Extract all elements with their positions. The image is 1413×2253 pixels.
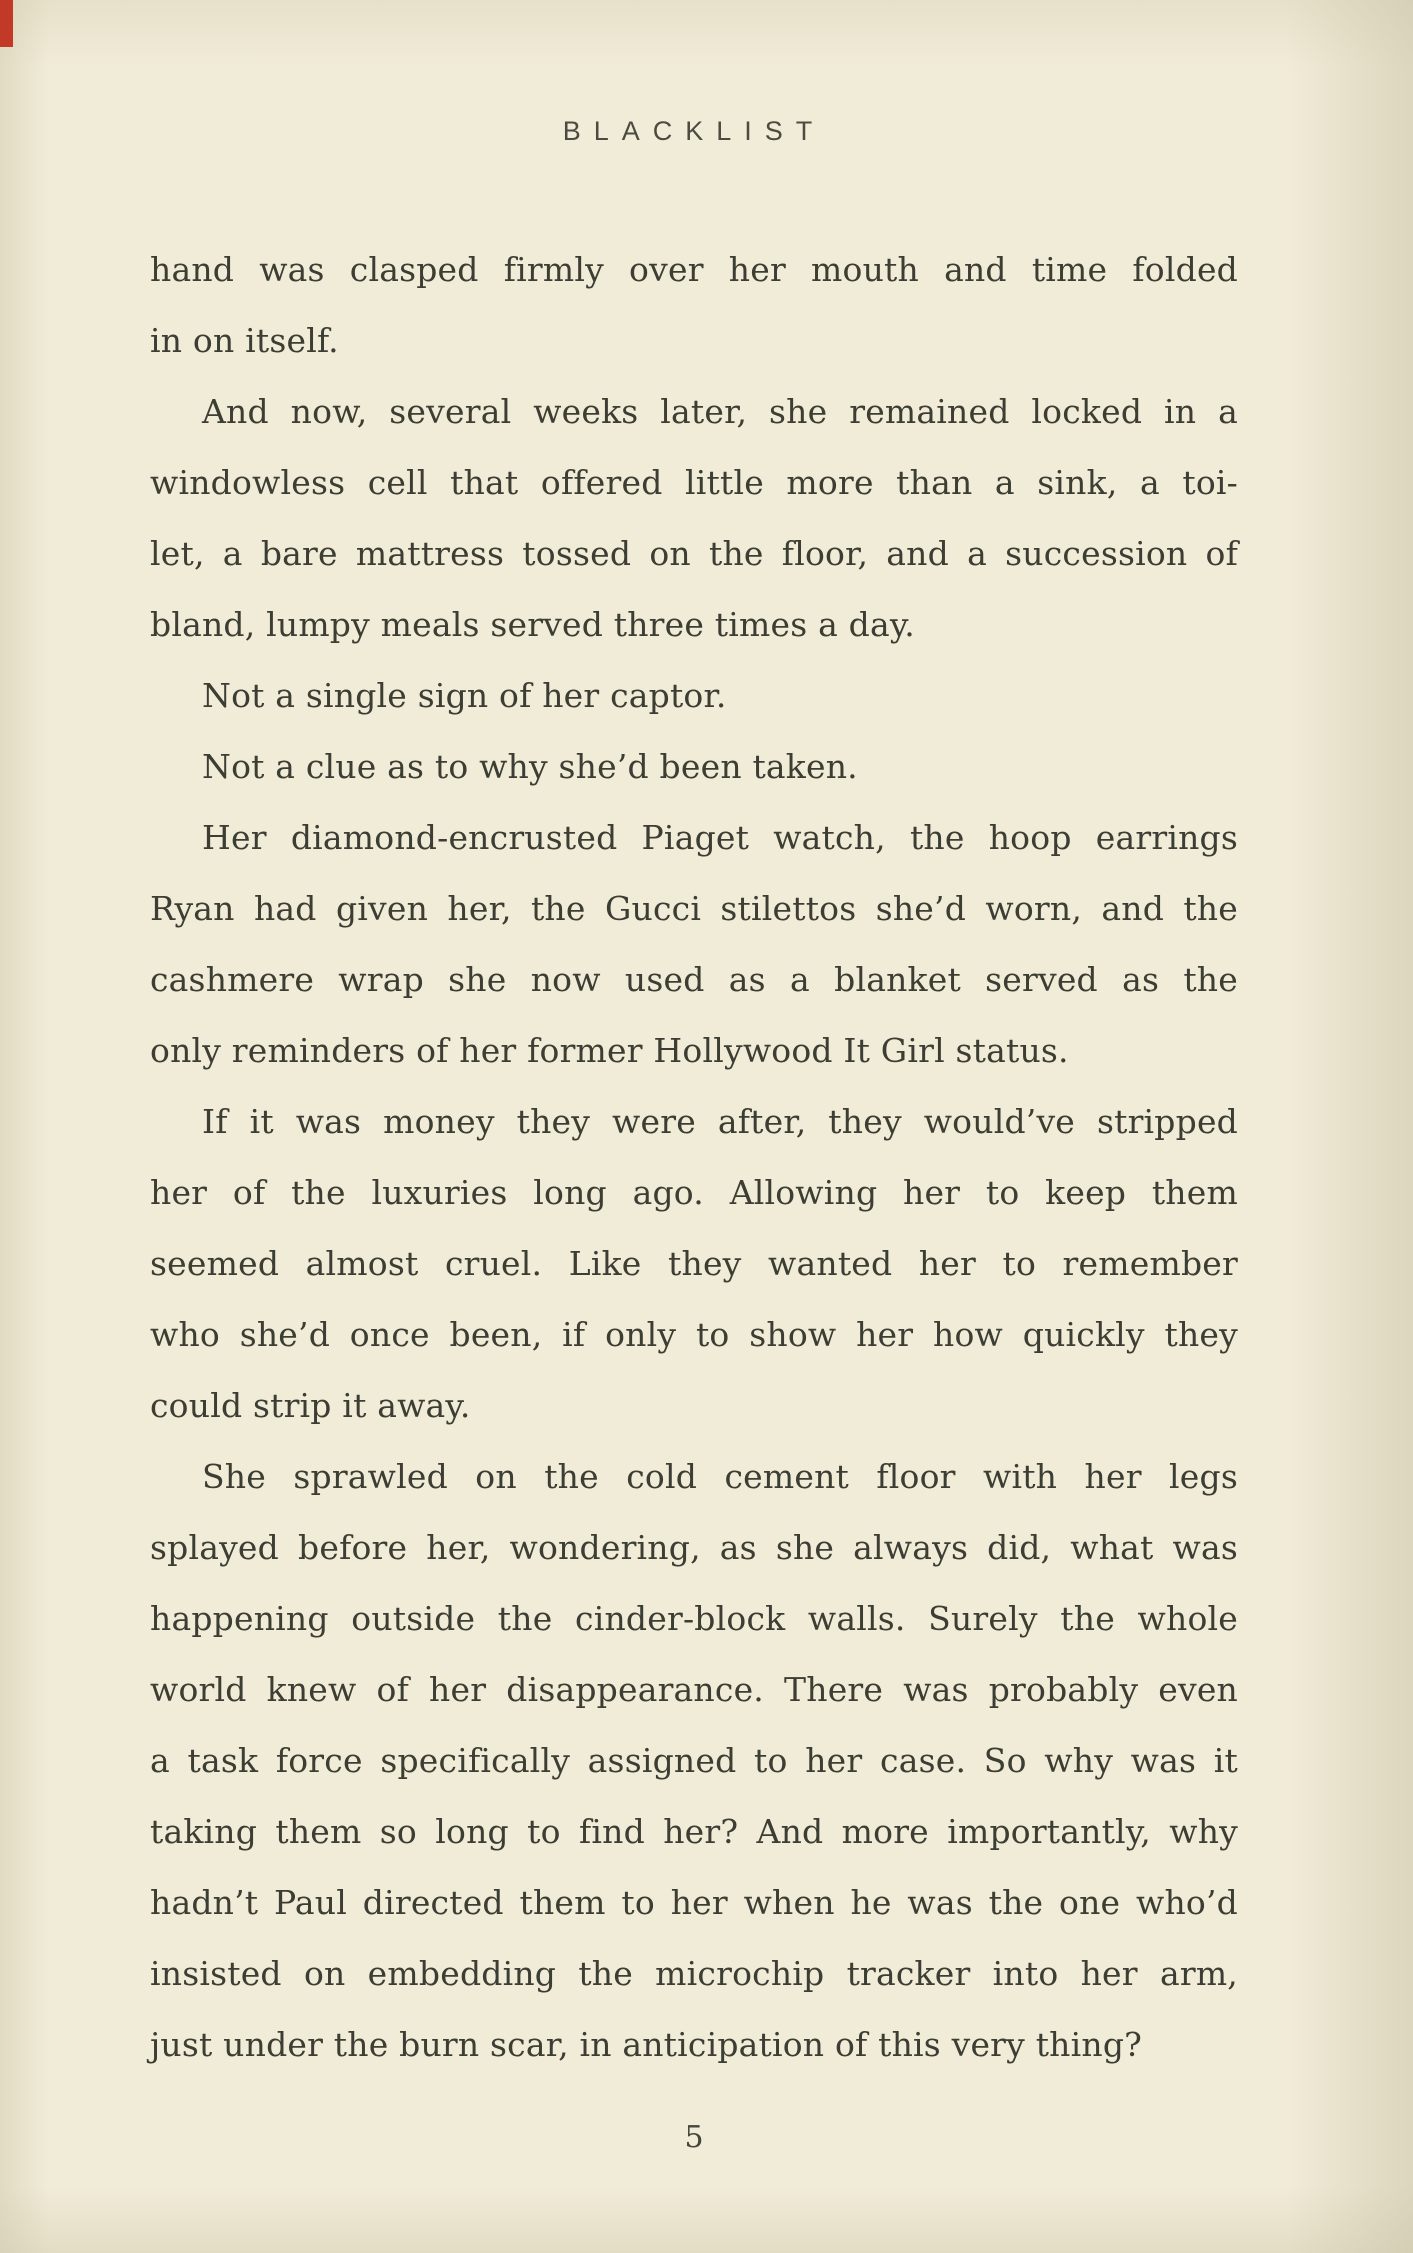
red-edge-mark [0,0,13,47]
running-head: BLACKLIST [562,116,826,146]
paragraph [150,802,1238,1086]
text-line: in on itself. [150,321,339,360]
text-line: just under the burn scar, in anticipation of this very thing? [150,2025,1143,2064]
paragraph [150,1086,1238,1441]
text-line: Her diamond-encrusted Piaget watch, the hoop earrings [202,818,1238,857]
text-line: cashmere wrap she now used as a blanket served as the [150,960,1238,999]
text-line: Ryan had given her, the Gucci stilettos she’d worn, and the [150,889,1238,928]
text-line: let, a bare mattress tossed on the floor, and a succession of [150,534,1238,573]
text-line: And now, several weeks later, she remained locked in a [202,392,1238,431]
text-line: She sprawled on the cold cement floor with her legs [202,1457,1238,1496]
text-line: only reminders of her former Hollywood It Girl status. [150,1031,1069,1070]
text-line: her of the luxuries long ago. Allowing her to keep them [150,1173,1238,1212]
text-line: taking them so long to find her? And more importantly, why [150,1812,1238,1851]
text-line: If it was money they were after, they would’ve stripped [202,1102,1238,1141]
text-line: splayed before her, wondering, as she always did, what was [150,1528,1238,1567]
text-line: could strip it away. [150,1386,471,1425]
text-line: world knew of her disappearance. There was probably even [150,1670,1238,1709]
paragraph [150,376,1238,660]
text-block [150,234,1238,2080]
page-number: 5 [684,2120,704,2155]
text-line: Not a clue as to why she’d been taken. [202,747,858,786]
text-line: Not a single sign of her captor. [202,676,727,715]
text-line: seemed almost cruel. Like they wanted her to remember [150,1244,1238,1283]
text-line: happening outside the cinder-block walls. Surely the whole [150,1599,1238,1638]
text-line: who she’d once been, if only to show her how quickly they [150,1315,1238,1354]
paragraph [150,1441,1238,2080]
text-line: a task force specifically assigned to her case. So why was it [150,1741,1238,1780]
text-line: bland, lumpy meals served three times a day. [150,605,915,644]
paragraph [150,234,1238,376]
text-line: windowless cell that offered little more than a sink, a toi- [150,463,1238,502]
text-line: hadn’t Paul directed them to her when he was the one who’d [150,1883,1238,1922]
paragraph [150,731,1238,802]
paragraph [150,660,1238,731]
text-line: hand was clasped firmly over her mouth and time folded [150,250,1238,289]
text-line: insisted on embedding the microchip tracker into her arm, [150,1954,1238,1993]
